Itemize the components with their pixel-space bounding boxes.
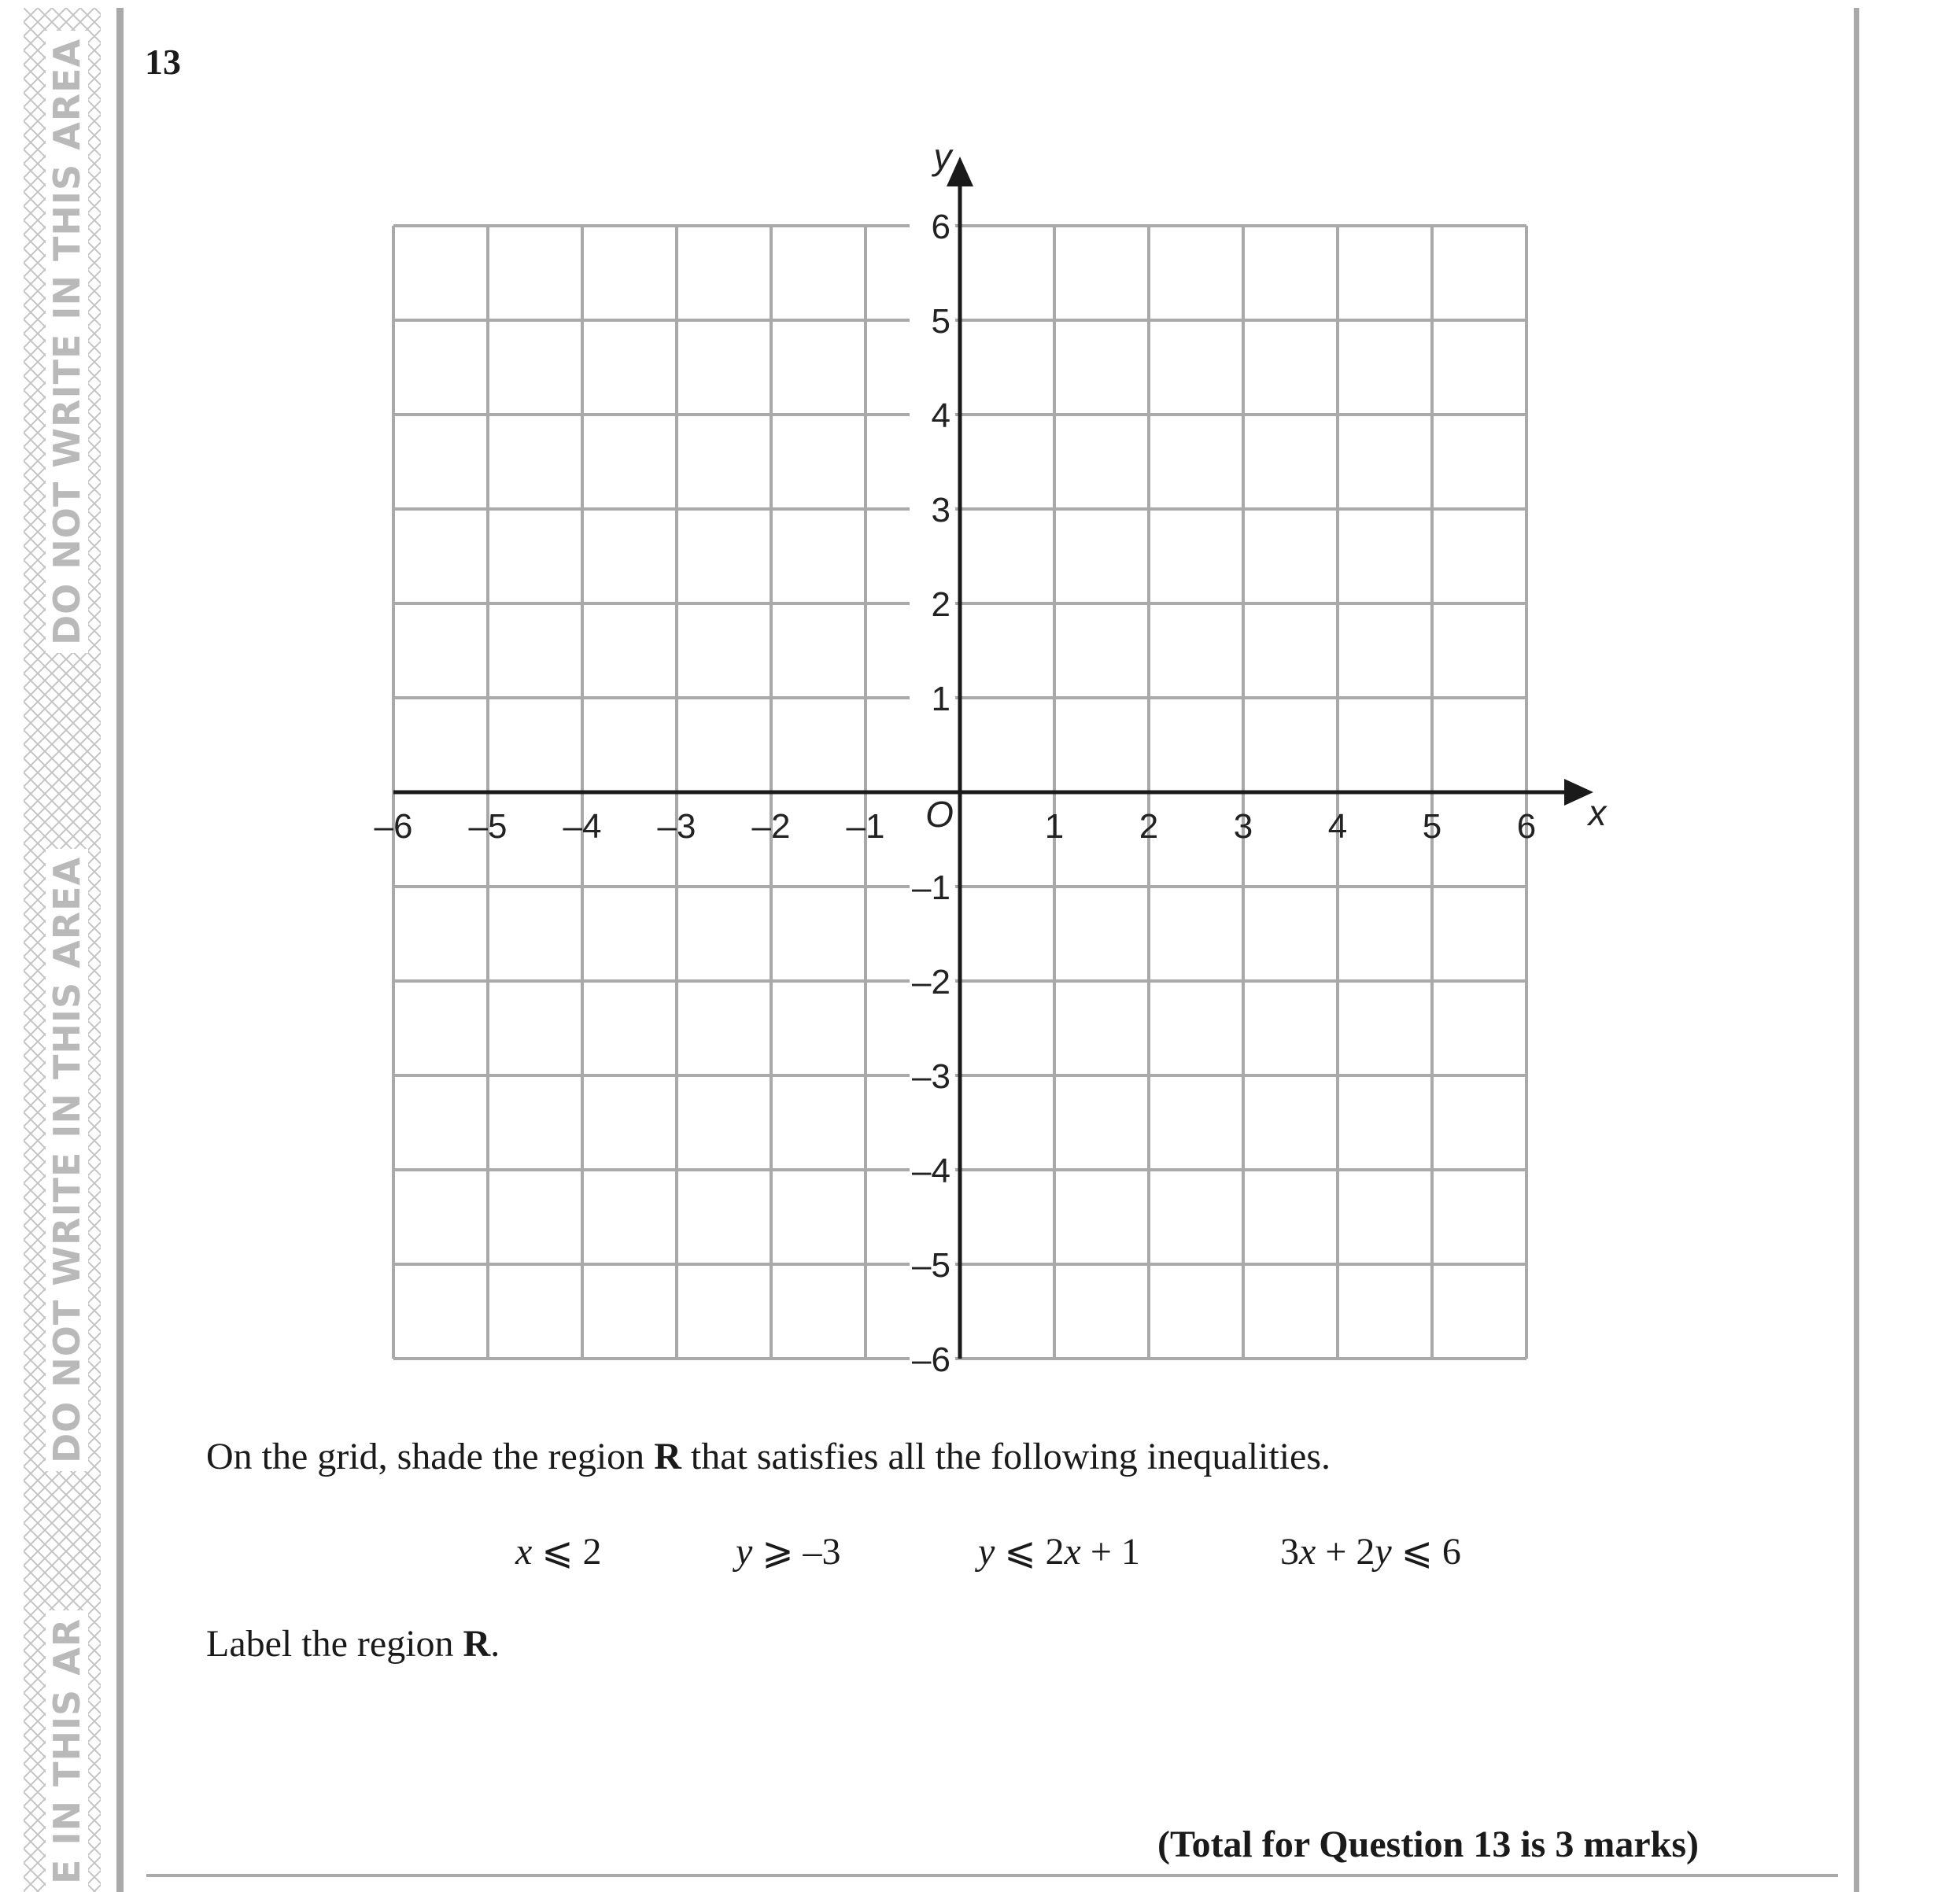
x-tick-label: 3: [1233, 807, 1253, 846]
x-tick-label: 2: [1139, 807, 1159, 846]
margin-warning-top: DO NOT WRITE IN THIS AREA: [46, 31, 88, 653]
y-tick-label: 3: [931, 491, 950, 529]
y-tick-label: –2: [912, 963, 950, 1001]
x-tick-label: 6: [1516, 807, 1537, 846]
inequality-1: [515, 1529, 602, 1573]
x-axis-label: x: [1588, 792, 1607, 833]
y-axis-label: y: [933, 136, 952, 177]
inequality-3-variable-2: x: [1064, 1531, 1081, 1573]
margin-warning-middle: DO NOT WRITE IN THIS AREA: [46, 849, 88, 1471]
right-margin-rule: [1854, 8, 1859, 1892]
x-tick-label: 5: [1422, 807, 1442, 846]
instruction-text-after: that satisfies all the following inequalities.: [681, 1436, 1331, 1477]
label-instruction: [206, 1622, 500, 1665]
y-tick-label: 4: [931, 396, 950, 435]
label-region-name: R: [463, 1623, 491, 1665]
x-tick-label: –6: [374, 807, 413, 846]
grid-svg: [346, 126, 1637, 1385]
label-text-after: .: [490, 1623, 500, 1665]
total-marks: (Total for Question 13 is 3 marks): [1157, 1824, 1699, 1865]
inequality-2-rest: ⩾ –3: [752, 1531, 841, 1573]
inequality-3: [978, 1529, 1140, 1573]
inequality-3-rest: + 1: [1080, 1531, 1140, 1573]
instruction-text-before: On the grid, shade the region: [206, 1436, 655, 1477]
y-tick-label: 2: [931, 585, 950, 624]
inequality-4-variable-1: x: [1299, 1531, 1316, 1573]
y-tick-label: –1: [912, 869, 950, 907]
x-tick-label: –5: [468, 807, 508, 846]
label-text-before: Label the region: [206, 1623, 463, 1665]
region-name: R: [654, 1436, 681, 1477]
inequality-4-variable-2: y: [1375, 1531, 1392, 1573]
y-tick-label: –3: [912, 1057, 950, 1096]
x-tick-label: 1: [1044, 807, 1065, 846]
inequality-4: [1280, 1529, 1461, 1573]
inequality-4-pre: 3: [1280, 1531, 1299, 1573]
x-tick-label: –4: [563, 807, 602, 846]
origin-label: O: [925, 794, 954, 835]
inequality-2-variable: y: [736, 1531, 753, 1573]
x-tick-label: –1: [846, 807, 885, 846]
inequality-4-mid: + 2: [1316, 1531, 1375, 1573]
x-tick-label: 4: [1327, 807, 1348, 846]
x-tick-label: –3: [657, 807, 696, 846]
margin-warning-bottom: E IN THIS AR: [46, 1610, 88, 1892]
coordinate-grid: [346, 126, 1637, 1385]
inequality-1-variable: x: [515, 1531, 533, 1573]
y-tick-label: –4: [912, 1152, 950, 1190]
inequality-3-variable-1: y: [978, 1531, 995, 1573]
margin-hatch-strip: [24, 8, 101, 1892]
inequality-3-mid: ⩽ 2: [995, 1531, 1065, 1573]
left-margin-rule: [116, 8, 124, 1892]
y-tick-label: –5: [912, 1246, 950, 1285]
inequality-2: [736, 1529, 841, 1573]
inequality-1-rest: ⩽ 2: [532, 1531, 602, 1573]
x-tick-label: –2: [751, 807, 791, 846]
bottom-rule: [146, 1874, 1838, 1877]
y-tick-label: 5: [931, 302, 950, 341]
y-tick-label: 6: [931, 208, 950, 246]
y-tick-label: –6: [912, 1341, 950, 1379]
y-tick-label: 1: [931, 680, 950, 718]
inequality-4-rest: ⩽ 6: [1391, 1531, 1461, 1573]
question-instruction: [206, 1435, 1331, 1478]
question-number: 13: [145, 42, 181, 82]
